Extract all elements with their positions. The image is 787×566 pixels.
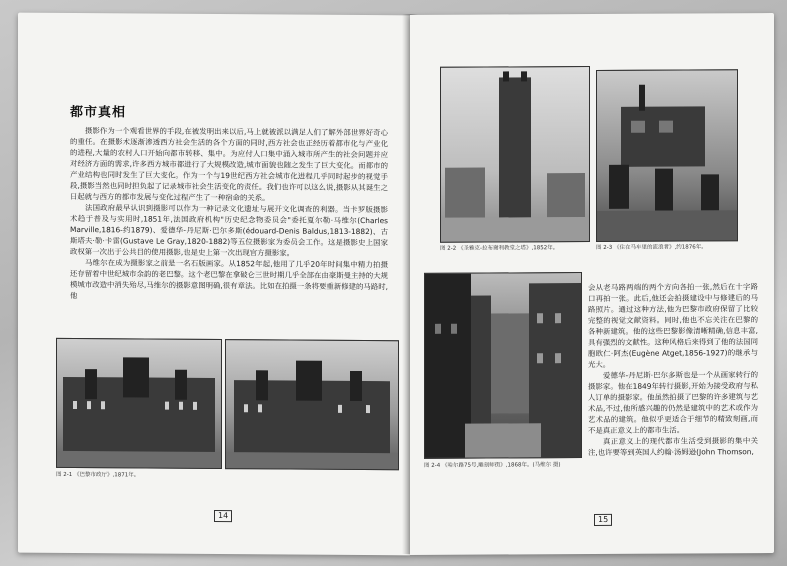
- page-number-left: 14: [214, 510, 232, 522]
- right-body-text: [588, 281, 758, 458]
- figure-2-1-caption: 图 2-1 《巴黎市政厅》,1871年。: [56, 471, 140, 479]
- paragraph: 摄影作为一个观看世界的手段,在被发明出来以后,马上就被派以满足人们了解外部世界好奇心的重任。在摄影术逐渐渗透西方社会生活的各个方面的同时,西方社会也正经历着都市化与产业化的进程,大量的农村人口开始向都市转移、集中。为应付人口集中涌入城市所产生的社会问题并应对经济方面的需求,许多西方城市都进行了大规模改造,城市面貌也随之发生了巨大变化。而都市的产业结构也同时发生了巨大变化。作为一个与19世纪西方社会城市化进程几乎同时起步的视觉手段,摄影当然也同时担负起了记录城市社会生活变化的责任。我们也许可以这么说,摄影从其诞生之日起就与西方的都市发展与变化过程产生了一种宿命的关系。: [70, 126, 388, 203]
- paragraph: 会从老马路两端的两个方向各拍一张,然后在十字路口再拍一张。此后,他还会拍摄建设中与修建后的马路照片。通过这种方法,他为巴黎市政府保留了比较完整的视觉文献资料。同时,他也不忘关注在巴黎的各种新建筑。他的这些巴黎影像清晰精确,信息丰富,具有强烈的文献性。这种风格后来得到了他的法国同胞欧仁·阿杰(Eugène Atget,1856-1927)的继承与光大。: [588, 282, 758, 370]
- paragraph: 法国政府最早认识到摄影可以作为一种记录文化遗址与展开文化调查的利器。当卡罗版摄影术趋于普及与实用时,1851年,法国政府机构"历史纪念物委员会"委托夏尔勒·马维尔(Charles Marville,1816-约1879)、爱德华-丹尼斯·巴尔多斯(édouard-Denis Baldus,1813-1882)、古斯塔夫·勒·卡雷(Gustave Le Gray,1820-1882)等五位摄影家为委员会工作。这是摄影史上国家政权第一次出于公共目的使用摄影,也是史上第一次出现官方摄影家。: [70, 203, 388, 258]
- paragraph: 马维尔在成为摄影家之前是一名石版画家。从1852年起,他用了几乎20年时间集中精力拍摄还存留着中世纪城市余韵的老巴黎。这个老巴黎在拿破仑三世时期几乎全部在由豪斯曼主持的大规模城市改造中消失殆尽,马维尔的摄影意图明确,很有章法。比如在拍摄一条将要重新修建的马路时,他: [70, 258, 388, 301]
- left-page: [18, 13, 410, 556]
- figure-2-1-photo-right: [225, 339, 399, 470]
- figure-2-3-photo: [596, 69, 738, 242]
- page-number-right: 15: [594, 514, 612, 526]
- figure-2-4-caption: 图 2-4 《哈尔路75号,雕刻师街》,1868年。(马维尔 摄): [424, 462, 561, 469]
- figure-2-2-caption: 图 2-2 《圣雅克-拉布谢利教堂之塔》,1852年。: [440, 245, 559, 252]
- right-page: [410, 13, 774, 555]
- figure-2-2-photo: [440, 66, 590, 243]
- left-body-text: [70, 125, 388, 303]
- figure-2-1-photo-left: [56, 338, 222, 469]
- section-heading: 都市真相: [70, 104, 127, 121]
- paragraph: 爱德华-丹尼斯·巴尔多斯也是一个从画家转行的摄影家。他在1849年转行摄影,开始为接受政府与私人订单的摄影家。他虽然拍摄了巴黎的许多建筑与艺术品,不过,他所感兴趣的仍然是建筑中的艺术或作为艺术品的建筑。他似乎更适合于细节的精致刻画,而不是真正意义上的都市生活。: [588, 370, 758, 436]
- figure-2-4-photo: [424, 272, 582, 459]
- figure-2-3-caption: 图 2-3 《住在马车里的流浪者》,约1876年。: [596, 244, 707, 251]
- open-book: [10, 14, 782, 560]
- paragraph: 真正意义上的现代都市生活受到摄影的集中关注,也许要等到英国人约翰·汤姆逊(John Thomson,: [588, 436, 758, 458]
